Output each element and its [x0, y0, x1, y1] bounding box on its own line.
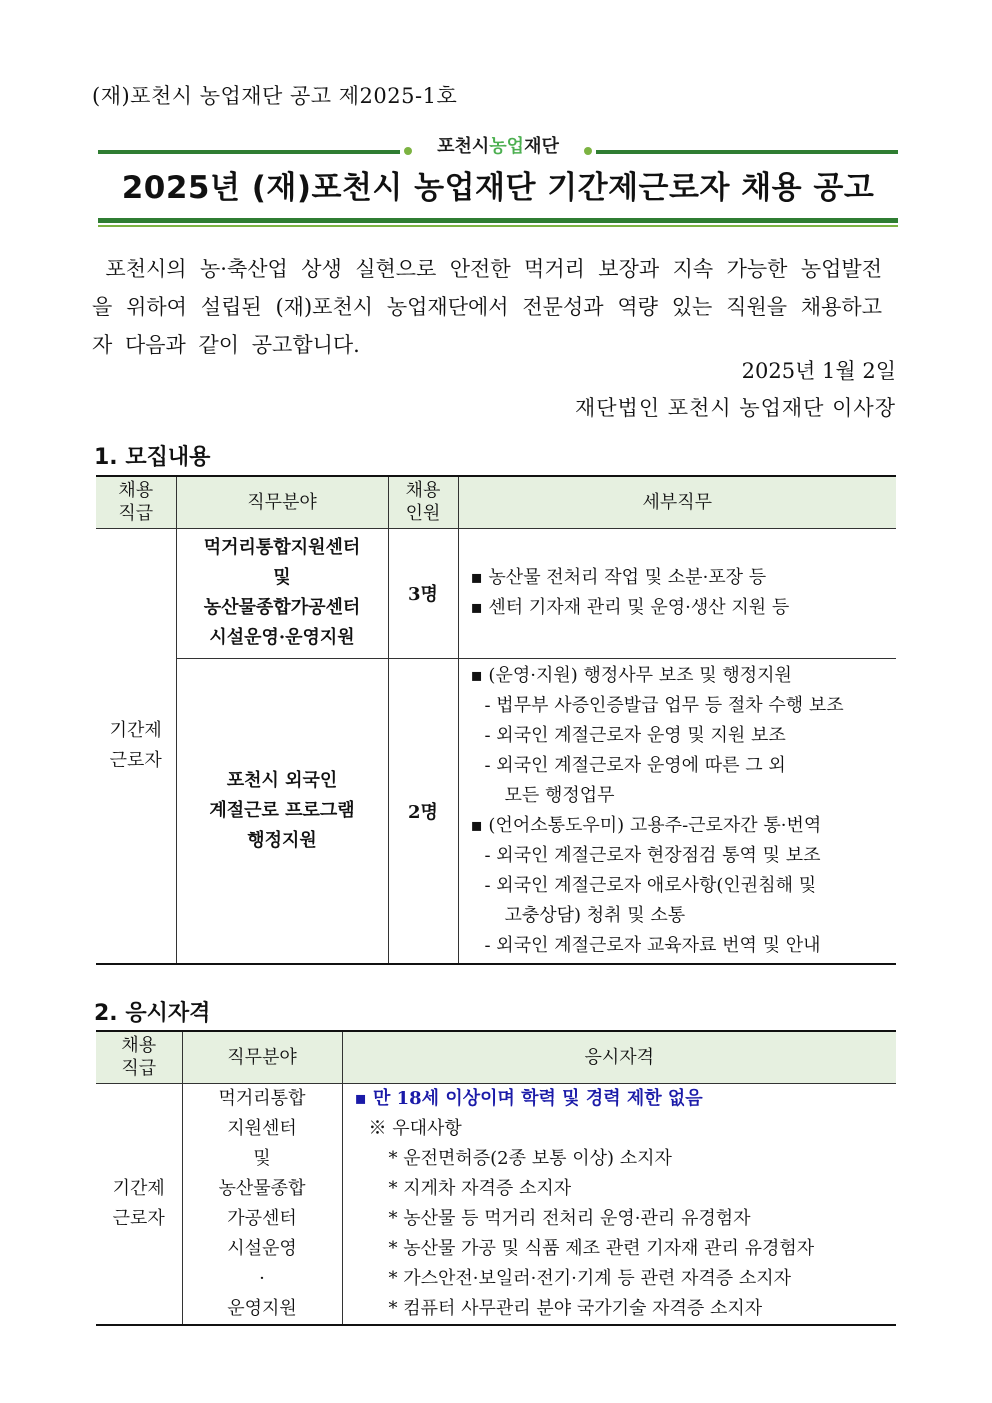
header-rank: 채용 직급: [96, 1031, 182, 1083]
count-cell: 3명: [388, 528, 458, 658]
header-duties: 세부직무: [458, 476, 896, 528]
qualification-cell: ▪ 만 18세 이상이며 학력 및 경력 제한 없음 ※ 우대사항 * 운전면허증(2종 보통 이상) 소지자 * 지게차 자격증 소지자 * 농산물 등 먹거리 전처리 운영·관리 유경험자 * 농산물 가공 및 식품 제조 관련 기자재 관리 유경험자 * 가스안전·보일러·전기·기계 등 관련 자격증 소지자 * 컴퓨터 사무관리 분야 국가기술 자격증 소지자: [342, 1083, 896, 1325]
title-rule-thin: [98, 225, 898, 227]
notice-date: 2025년 1월 2일: [741, 359, 896, 383]
qualification-table: [96, 1030, 896, 1326]
duties-cell: ▪ (운영·지원) 행정사무 보조 및 행정지원 - 법무부 사증인증발급 업무 등 절차 수행 보조 - 외국인 계절근로자 운영 및 지원 보조 - 외국인 계절근로자 운영에 따른 그 외 모든 행정업무 ▪ (언어소통도우미) 고용주-근로자간 통·번역 - 외국인 계절근로자 현장점검 통역 및 보조 - 외국인 계절근로자 애로사항(인권침해 및 고충상담) 청취 및 소통 - 외국인 계절근로자 교육자료 번역 및 안내: [458, 658, 896, 964]
header-field: 직무분야: [176, 476, 388, 528]
section-title-qualifications: 2. 응시자격: [94, 1001, 211, 1026]
header-count: 채용 인원: [388, 476, 458, 528]
qualification-main: ▪ 만 18세 이상이며 학력 및 경력 제한 없음: [354, 1087, 703, 1109]
table-row: [96, 658, 896, 964]
header-qualification: 응시자격: [342, 1031, 896, 1083]
table-row: [96, 528, 896, 658]
page-title: 2025년 (재)포천시 농업재단 기간제근로자 채용 공고: [121, 170, 875, 206]
notice-number: (재)포천시 농업재단 공고 제2025-1호: [92, 84, 458, 108]
count-cell: 2명: [388, 658, 458, 964]
header-field: 직무분야: [182, 1031, 342, 1083]
section-title-recruitment: 1. 모집내용: [94, 445, 211, 470]
duties-cell: ▪ 농산물 전처리 작업 및 소분·포장 등 ▪ 센터 기자재 관리 및 운영·생산 지원 등: [458, 528, 896, 658]
intro-paragraph: 포천시의 농·축산업 상생 실현으로 안전한 먹거리 보장과 지속 가능한 농업발전을 위하여 설립된 (재)포천시 농업재단에서 전문성과 역량 있는 직원을 채용하고자 다음과 같이 공고합니다.: [92, 257, 882, 357]
recruitment-table: [96, 475, 896, 965]
field-cell: 포천시 외국인 계절근로 프로그램 행정지원: [176, 658, 388, 964]
issuer: 재단법인 포천시 농업재단 이사장: [574, 396, 896, 420]
leaf-icon: 농업: [489, 136, 525, 157]
field-cell: 먹거리통합 지원센터 및 농산물종합 가공센터 시설운영 · 운영지원: [182, 1083, 342, 1325]
field-cell: 먹거리통합지원센터 및 농산물종합가공센터 시설운영·운영지원: [176, 528, 388, 658]
rank-cell: 기간제 근로자: [96, 528, 176, 964]
title-rule: [98, 218, 898, 223]
header-rank: 채용 직급: [96, 476, 176, 528]
table-row: [96, 1083, 896, 1325]
foundation-logo: 포천시농업재단: [437, 136, 559, 157]
rank-cell: 기간제 근로자: [96, 1083, 182, 1325]
